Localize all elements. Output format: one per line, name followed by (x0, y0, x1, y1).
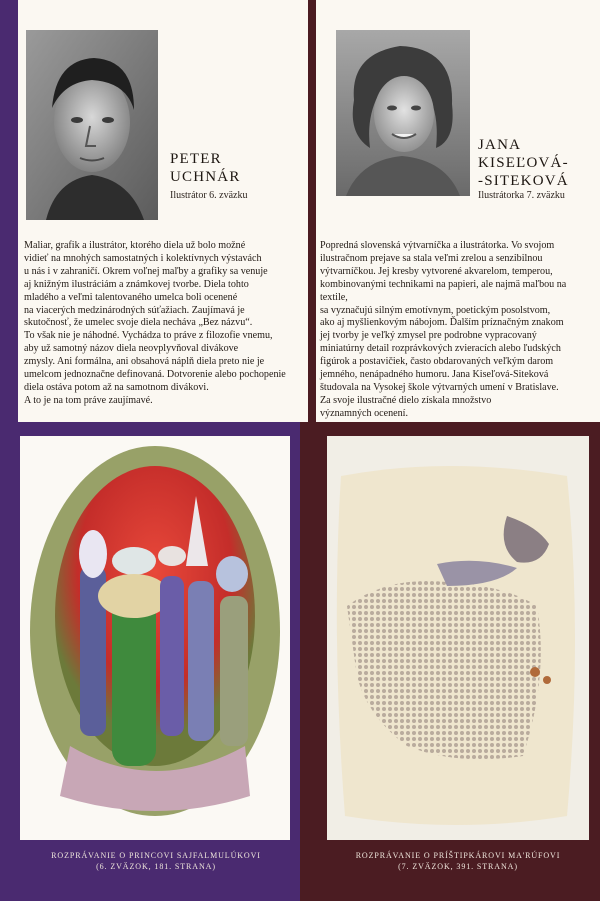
bio-line: ako aj myšlienkovým nábojom. Ďalším príznačným znakom (320, 317, 564, 329)
illustrator-card-uchnar (18, 0, 308, 422)
bio-line: ilustračnom prejave sa stala veľmi zrelou a senzibilnou (320, 252, 543, 264)
bio-line: skutočnosť, že umelec svoje diela necháva „Bez názvu“. (24, 317, 253, 329)
caption-title: ROZPRÁVANIE O PRÍŠTIPKÁROVI MA'RÚFOVI (355, 851, 561, 860)
caption-title: ROZPRÁVANIE O PRINCOVI SAJFALMULÚKOVI (51, 851, 261, 860)
name-line: -SITEKOVÁ (478, 173, 569, 189)
illustrator-bio (24, 240, 300, 408)
bio-line: výtvarníčkou. Jej kresby vytvorené akvarelom, temperou, (320, 265, 553, 277)
bio-line: u nás i v zahraničí. Okrem voľnej maľby a grafiky sa venuje (24, 265, 268, 277)
bio-line: To však nie je náhodné. Vychádza to práve z filozofie vnemu, (24, 330, 273, 342)
bio-line: figúrok a postavičiek, často obdarovaných veľkým darom (320, 356, 554, 368)
bio-line: významných ocenení. (320, 407, 409, 419)
illustration-caption (22, 850, 290, 872)
caption-reference: (7. ZVÄZOK, 391. STRANA) (398, 862, 518, 871)
bio-line: na viacerých medzinárodných súťažiach. Zaujímavá je (24, 304, 245, 316)
illustrator-role: Ilustrátorka 7. zväzku (478, 190, 565, 201)
bio-line: aj knižným ilustráciám a známkovej tvorbe. Diela tohto (24, 278, 249, 290)
bio-line: Popredná slovenská výtvarníčka a ilustrátorka. Vo svojom (320, 240, 555, 251)
bio-line: aby už samotný názov diela neovplyvňoval divákove (24, 343, 239, 355)
last-name: UCHNÁR (170, 169, 241, 185)
bio-line: zmysly. Ani formálna, ani obsahová náplň diela preto nie je (24, 356, 265, 368)
bio-line: jej tvorby je veľký zmysel pre podrobne vypracovaný (320, 330, 537, 342)
illustrator-bio (320, 240, 590, 421)
bio-line: A to je na tom práve zaujímavé. (24, 394, 153, 406)
illustration-cobbler (327, 436, 589, 840)
bio-line: mladého a veľmi talentovaného umelca boli ocenené (24, 291, 238, 303)
name-line: JANA (478, 137, 522, 153)
illustrator-name (170, 150, 300, 186)
illustration-princes (20, 436, 290, 840)
first-name: PETER (170, 151, 222, 167)
portrait-photo-kiselova (336, 30, 470, 196)
bio-line: umelcom jednoznačne definovaná. Dotvorenie alebo pochopenie (24, 369, 286, 381)
bio-line: Za svoje ilustračné dielo získala množstvo (320, 394, 492, 406)
caption-reference: (6. ZVÄZOK, 181. STRANA) (96, 862, 216, 871)
illustration-caption (320, 850, 596, 872)
illustrator-role: Ilustrátor 6. zväzku (170, 190, 248, 201)
illustrator-card-kiselova (316, 0, 600, 422)
bio-line: sa vyznačujú silným emotívnym, poetickým posolstvom, (320, 304, 551, 316)
portrait-photo-uchnar (26, 30, 158, 220)
bio-line: študovala na Vysokej škole výtvarných umení v Bratislave. (320, 381, 559, 393)
bio-line: miniatúrny detail rozprávkových zvieracích alebo ľudských (320, 343, 561, 355)
bio-line: jemného, nenápadného humoru. Jana Kiseľová-Siteková (320, 369, 549, 381)
bio-line: diela ostáva potom až na samotnom divákovi. (24, 381, 209, 393)
bio-line: Maliar, grafik a ilustrátor, ktorého diela už bolo možné (24, 240, 246, 251)
name-line: KISEĽOVÁ- (478, 155, 569, 171)
bio-line: kombinovanými technikami na papieri, ale najmä maľbou na textile, (320, 278, 567, 303)
illustrator-name (478, 136, 598, 190)
bio-line: vidieť na mnohých samostatných i kolektívnych výstavách (24, 252, 262, 264)
